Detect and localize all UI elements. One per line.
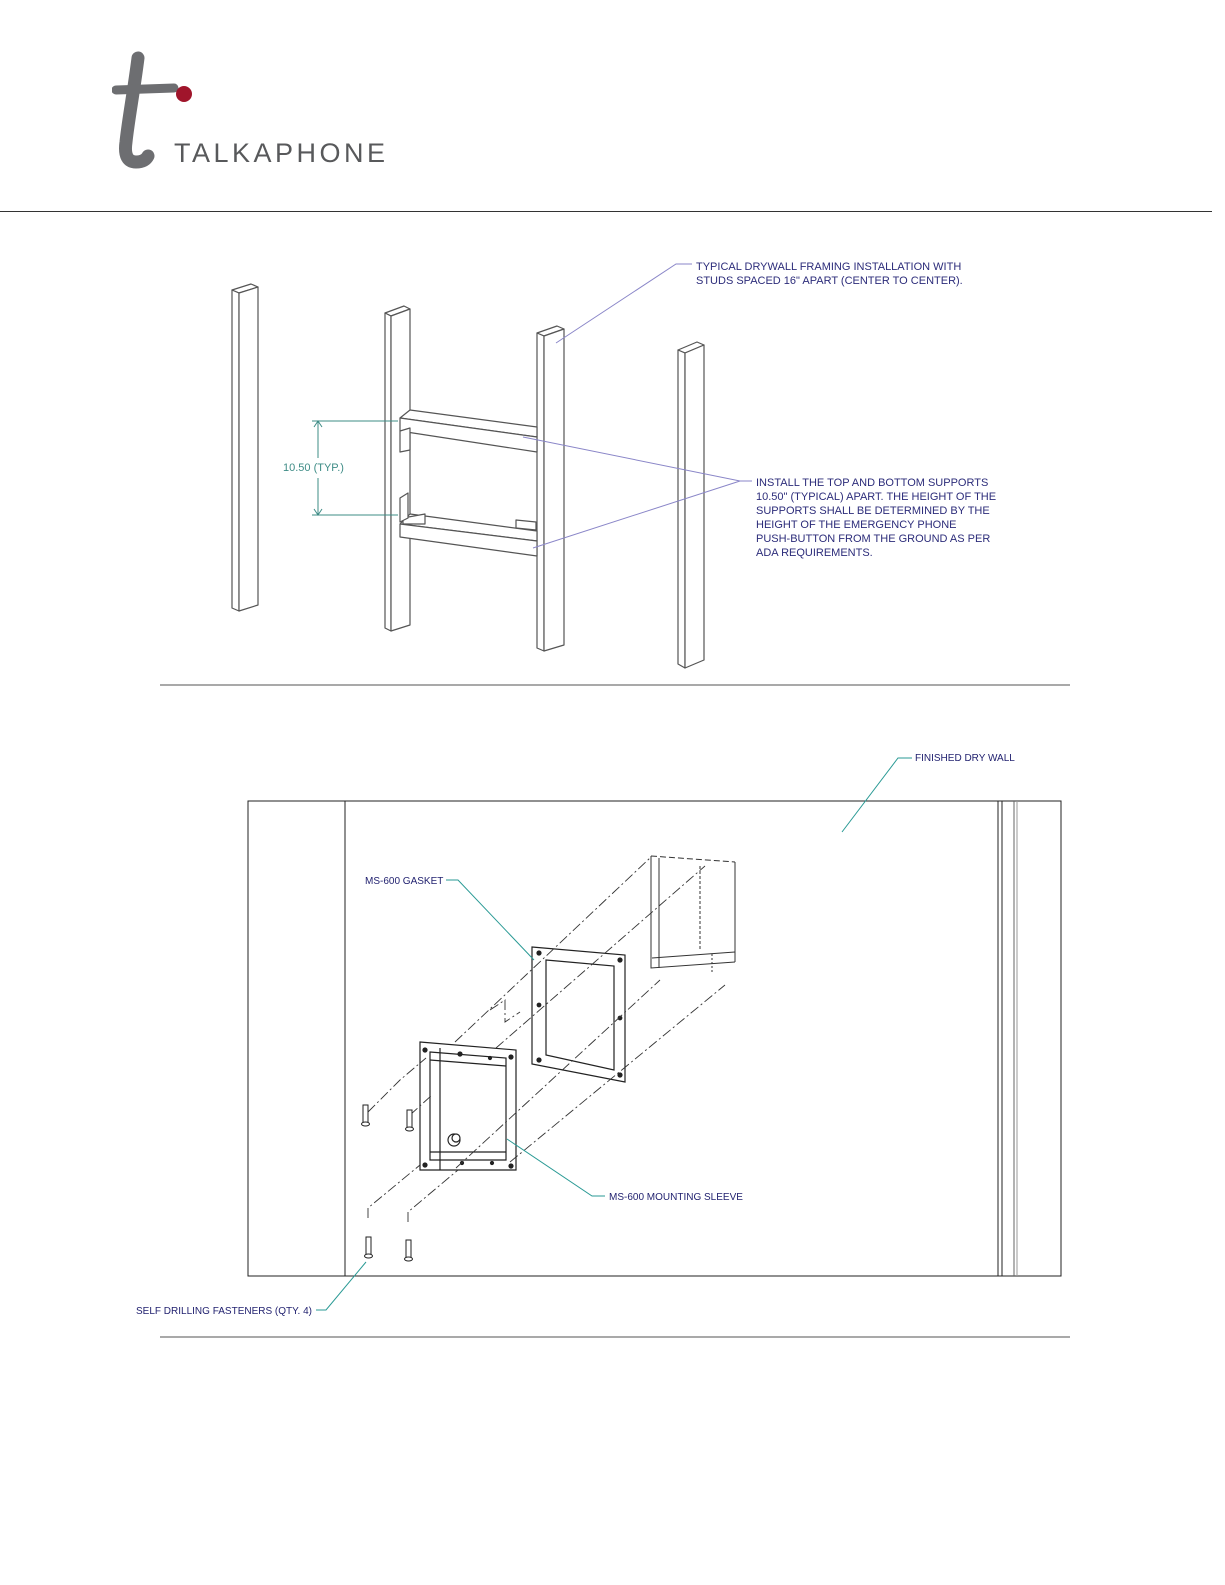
fastener-4 — [405, 1240, 413, 1261]
framing-diagram — [0, 240, 1225, 680]
section-rule-1 — [160, 684, 1070, 686]
talkaphone-logo — [112, 50, 452, 175]
stud-1 — [232, 284, 258, 611]
top-support — [400, 410, 537, 452]
dimension-label: 10.50 (TYP.) — [283, 462, 344, 474]
logo-dot-icon — [176, 86, 192, 102]
section-rule-2 — [160, 1336, 1070, 1338]
ms-600-mounting-sleeve — [420, 1042, 516, 1170]
label-finished-dry-wall: FINISHED DRY WALL — [915, 753, 1015, 764]
self-drilling-fasteners — [362, 1105, 414, 1261]
fastener-2 — [406, 1110, 414, 1131]
wall-assembly-diagram — [0, 740, 1225, 1340]
sleeve-leader — [507, 1139, 605, 1196]
wall-cavity-box — [651, 856, 735, 972]
wall-panel — [248, 801, 1061, 1276]
brand-name: TALKAPHONE — [174, 138, 389, 168]
fastener-1 — [362, 1105, 370, 1126]
logo-t-stem — [125, 58, 148, 162]
gasket-leader — [446, 880, 534, 960]
fastener-3 — [365, 1237, 373, 1258]
callout-studs: TYPICAL DRYWALL FRAMING INSTALLATION WITH STUDS SPACED 16" APART (CENTER TO CENTER). — [696, 261, 963, 287]
logo-t-bar — [116, 88, 174, 90]
callout-supports: INSTALL THE TOP AND BOTTOM SUPPORTS 10.50" (TYPICAL) APART. THE HEIGHT OF THE SUPPORTS SHALL BE DETERMINED BY THE HEIGHT OF THE EMERGENCY PHONE PUSH-BUTTON FROM THE GROUND AS PER ADA REQUIREMENTS. — [756, 477, 997, 559]
stud-2 — [385, 306, 410, 631]
stud-3 — [537, 326, 564, 651]
ms-600-gasket — [532, 947, 625, 1082]
fasteners-leader — [316, 1262, 366, 1310]
header-rule — [0, 211, 1212, 212]
label-fasteners: SELF DRILLING FASTENERS (QTY. 4) — [136, 1306, 312, 1317]
finished-dry-wall-leader — [842, 758, 912, 832]
stud-4 — [678, 342, 704, 668]
label-gasket: MS-600 GASKET — [365, 876, 444, 887]
label-mounting-sleeve: MS-600 MOUNTING SLEEVE — [609, 1192, 743, 1203]
callout-studs-leader — [556, 264, 692, 343]
bottom-support — [400, 493, 537, 556]
